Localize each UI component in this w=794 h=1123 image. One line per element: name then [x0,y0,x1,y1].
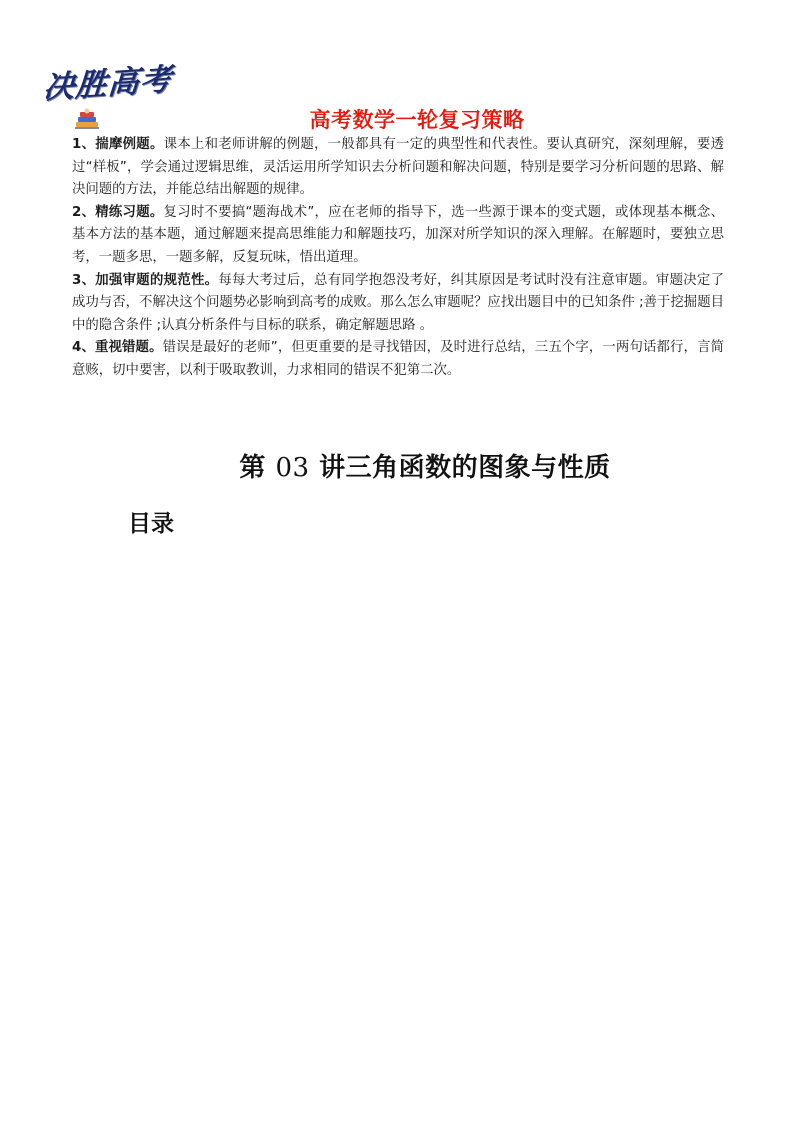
paragraph-lead: 1、揣摩例题。 [72,137,164,152]
chapter-title [0,447,794,484]
chapter-name: 讲三角函数的图象与性质 [319,453,611,483]
strategy-paragraph [72,134,724,202]
logo-brand-text: 决胜高考 [42,61,174,107]
paragraph-text: 课本上和老师讲解的例题，一般都具有一定的典型性和代表性。要认真研究，深刻理解，要透过“样板”，学会通过逻辑思维，灵活运用所学知识去分析问题和解决问题，特别是要学习分析问题的思路、解决问题的方法，并能总结出解题的规律。 [72,137,724,198]
paragraph-lead: 2、精练习题。 [72,204,164,220]
strategy-body [72,134,724,383]
paragraph-lead: 3、加强审题的规范性。 [72,272,219,288]
strategy-paragraph [72,202,724,270]
chapter-prefix: 第 [239,453,266,483]
toc-heading: 目录 [128,510,174,537]
strategy-paragraph [72,337,724,382]
paragraph-lead: 4、重视错题。 [72,340,163,356]
strategy-title: 高考数学一轮复习策略 [309,108,525,132]
paragraph-text: 错误是最好的老师”，但更重要的是寻找错因，及时进行总结，三五个字，一两句话都行，言简意赅，切中要害，以利于吸取教训，力求相同的错误不犯第二次。 [72,340,724,378]
paragraph-text: 复习时不要搞“题海战术”，应在老师的指导下，选一些源于课本的变式题，或体现基本概念、基本方法的基本题，通过解题来提高思维能力和解题技巧，加深对所学知识的深入理解。在解题时，要独立思考，一题多思，一题多解，反复玩味，悟出道理。 [72,204,724,265]
paragraph-text: 每每大考过后，总有同学抱怨没考好，纠其原因是考试时没有注意审题。审题决定了成功与否，不解决这个问题势必影响到高考的成败。那么怎么审题呢？应找出题目中的已知条件 ;善于挖掘题目中的隐含条件 ;认真分析条件与目标的联系，确定解题思路 。 [72,272,724,333]
strategy-paragraph [72,270,724,338]
chapter-number: 03 [275,453,310,483]
